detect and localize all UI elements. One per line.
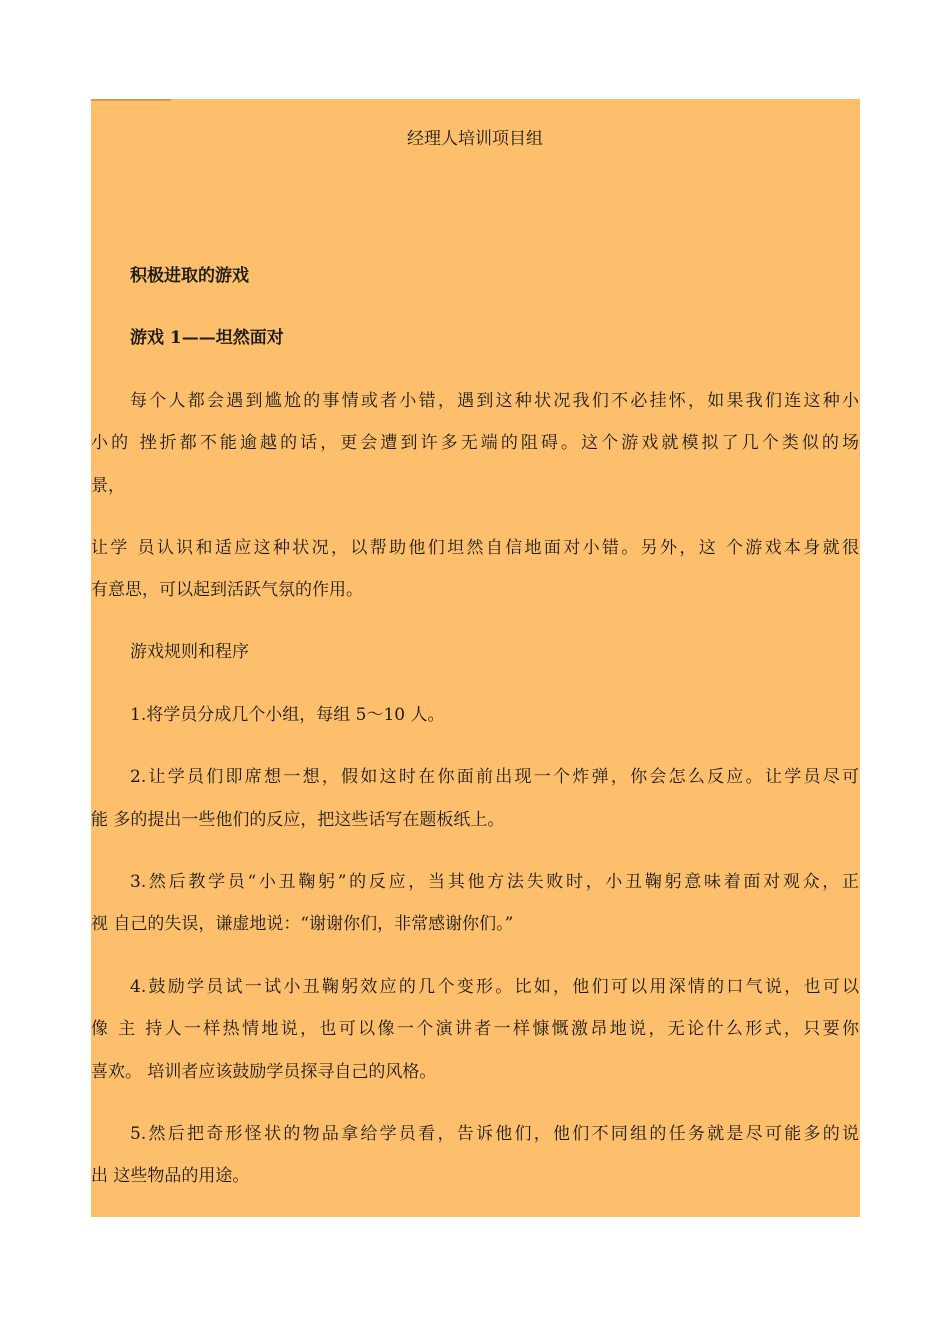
rule-step-3-line-1: 3.然后教学员“小丑鞠躬”的反应，当其他方法失败时，小丑鞠躬意味着面对观众，正 <box>130 872 859 892</box>
rule-step-3-line-2: 视 自己的失误，谦虚地说：“谢谢你们，非常感谢你们。” <box>91 914 514 934</box>
rule-step-1: 1.将学员分成几个小组，每组 5～10 人。 <box>130 705 445 725</box>
game-title: 游戏 1——坦然面对 <box>130 328 284 348</box>
intro-line-1: 每个人都会遇到尴尬的事情或者小错，遇到这种状况我们不必挂怀，如果我们连这种小 <box>130 391 859 411</box>
intro-line-2: 小的 挫折都不能逾越的话，更会遭到许多无端的阻碍。这个游戏就模拟了几个类似的场 <box>91 433 859 453</box>
rule-step-4-line-1: 4.鼓励学员试一试小丑鞠躬效应的几个变形。比如，他们可以用深情的口气说，也可以 <box>130 977 859 997</box>
rule-step-4-line-3: 喜欢。 培训者应该鼓励学员探寻自己的风格。 <box>91 1062 437 1082</box>
rule-step-2-line-2: 能 多的提出一些他们的反应，把这些话写在题板纸上。 <box>91 810 505 830</box>
intro-line-4: 让学 员认识和适应这种状况，以帮助他们坦然自信地面对小错。另外，这 个游戏本身就很 <box>91 538 859 558</box>
section-title: 积极进取的游戏 <box>130 266 249 286</box>
rules-title: 游戏规则和程序 <box>130 642 249 662</box>
document-header: 经理人培训项目组 <box>407 129 543 149</box>
panel-corner-mark <box>91 99 171 101</box>
intro-line-5: 有意思，可以起到活跃气氛的作用。 <box>91 580 363 600</box>
rule-step-4-line-2: 像 主 持人一样热情地说，也可以像一个演讲者一样慷慨激昂地说，无论什么形式，只要你 <box>91 1019 859 1039</box>
rule-step-5-line-2: 出 这些物品的用途。 <box>91 1166 250 1186</box>
rule-step-2-line-1: 2.让学员们即席想一想，假如这时在你面前出现一个炸弹，你会怎么反应。让学员尽可 <box>130 767 859 787</box>
rule-step-5-line-1: 5.然后把奇形怪状的物品拿给学员看，告诉他们，他们不同组的任务就是尽可能多的说 <box>130 1124 859 1144</box>
intro-line-3: 景， <box>91 476 125 496</box>
